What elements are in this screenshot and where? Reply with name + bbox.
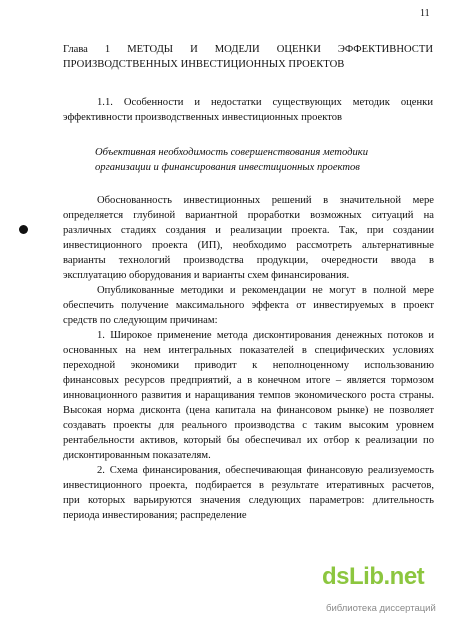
subsection-title-line-2: организации и финансирования инвестиционных проектов [95, 162, 360, 173]
paragraph-line: эксплуатацию оборудования и варианты схем финансирования. [63, 270, 350, 281]
paragraph-line: 2. Схема финансирования, обеспечивающая финансовую реализуемость [97, 465, 434, 476]
section-title-line-2: эффективности производственных инвестиционных проектов [63, 112, 343, 123]
body-text [63, 193, 434, 523]
paragraph-line: обеспечить получение максимального эффекта от инвестируемых в проект [63, 300, 434, 311]
paragraph-line: варианты технологий производства продукции, очередности ввода в [63, 255, 434, 266]
paragraph-line: различных стадиях создания и реализации проекта. Так, при создании [63, 225, 434, 236]
dslib-watermark [322, 563, 450, 619]
chapter-title [63, 42, 433, 72]
section-title-line-1: 1.1. Особенности и недостатки существующих методик оценки [97, 97, 433, 108]
subsection-title [95, 145, 395, 175]
paragraph-line: переходной экономики приводит к неполноценному использованию [63, 360, 434, 371]
page-number: 11 [420, 8, 430, 19]
margin-punch-hole-icon [19, 225, 28, 234]
paragraph-line: основанных на нем интегральных показателей в специфических условиях [63, 345, 434, 356]
subsection-title-line-1: Объективная необходимость совершенствования методики [95, 147, 369, 158]
chapter-title-line-2: ПРОИЗВОДСТВЕННЫХ ИНВЕСТИЦИОННЫХ ПРОЕКТОВ [63, 59, 345, 70]
watermark-logo: dsLib.net [322, 563, 425, 590]
paragraph-line: дисконтированным показателям. [63, 450, 211, 461]
paragraph-line: определяется глубиной вариантной проработки возможных ситуаций на [63, 210, 434, 221]
section-title [63, 95, 433, 125]
paragraph-line: создавать проекты для реального производства с таким высоким уровнем [63, 420, 434, 431]
paragraph-line: периода инвестирования; распределение [63, 510, 247, 521]
paragraph-line: инвестиционного проекта, подбирается в результате итеративных расчетов, [63, 480, 434, 491]
paragraph-1 [63, 193, 434, 283]
paragraph-line: инвестиционного проекта (ИП), необходимо рассмотреть альтернативные [63, 240, 434, 251]
paragraph-line: Опубликованные методики и рекомендации не могут в полной мере [97, 285, 434, 296]
paragraph-line: Обоснованность инвестиционных решений в значительной мере [97, 195, 434, 206]
paragraph-line: финансовых ресурсов предприятий, а в конечном итоге – является тормозом [63, 375, 434, 386]
paragraph-line: при которых варьируются значения следующих параметров: длительность [63, 495, 434, 506]
paragraph-3 [63, 328, 434, 463]
paragraph-line: инновационного развития и наращивания темпов экономического роста страны. [63, 390, 434, 401]
paragraph-line: Высокая норма дисконта (цена капитала на финансовом рынке) не позволяет [63, 405, 434, 416]
paragraph-line: средств по следующим причинам: [63, 315, 218, 326]
paragraph-2 [63, 283, 434, 328]
chapter-title-line-1: Глава 1 МЕТОДЫ И МОДЕЛИ ОЦЕНКИ ЭФФЕКТИВНОСТИ [63, 44, 433, 55]
paragraph-line: рентабельности активов, который бы обеспечивал их отбор к реализации по [63, 435, 434, 446]
watermark-subtitle: библиотека диссертаций [326, 603, 436, 614]
paragraph-line: 1. Широкое применение метода дисконтирования денежных потоков и [97, 330, 434, 341]
paragraph-4 [63, 463, 434, 523]
